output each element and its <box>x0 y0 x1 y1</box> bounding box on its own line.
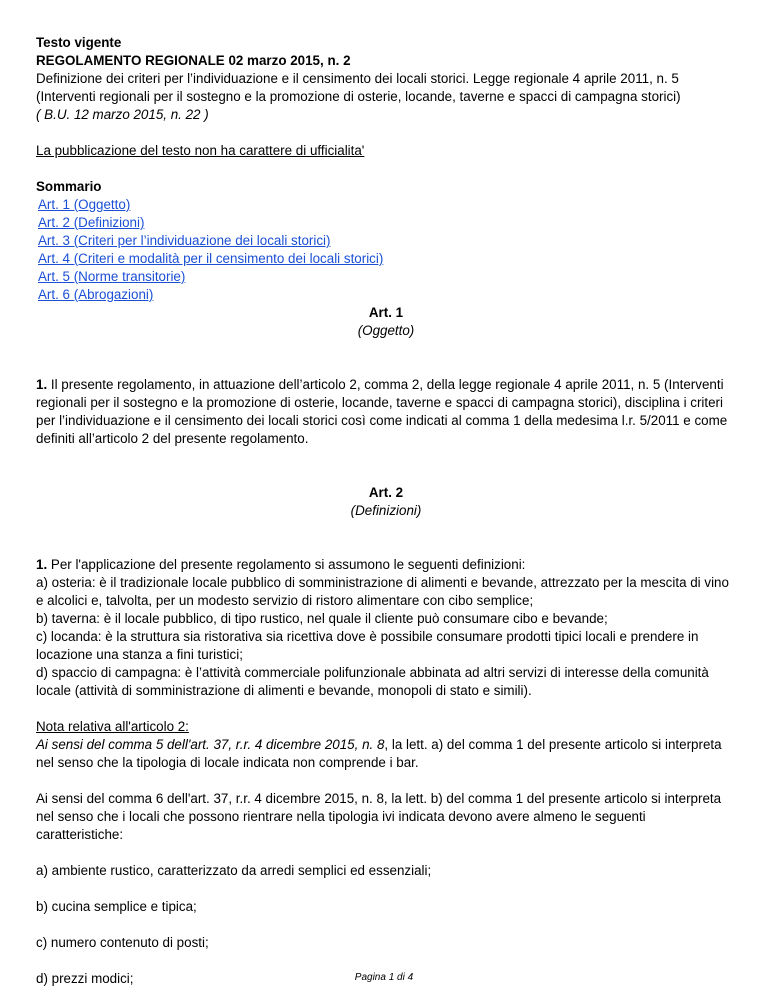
art-2-number: 1. <box>36 557 48 572</box>
note-paragraph-2: Ai sensi del comma 6 dell'art. 37, r.r. 4 dicembre 2015, n. 8, la lett. b) del comma 1 del presente articolo si interpreta nel senso che i locali che possono rientrare nella tipologia ivi indicata devono avere almeno le seguenti caratteristiche: <box>36 791 722 842</box>
art-1-number: 1. <box>36 377 48 392</box>
art-2-def-d: d) spaccio di campagna: è l’attività commerciale polifunzionale abbinata ad altri servizi di interesse della comunità locale (attività di somministrazione di alimenti e bevande, monopoli di stato e simili). <box>36 665 709 698</box>
art-2-def-a: a) osteria: è il tradizionale locale pubblico di somministrazione di alimenti e bevande, attrezzato per la mescita di vino e alcolici e, talvolta, per un modesto servizio di ristoro alimentare con cibo semplice; <box>36 575 729 608</box>
note-heading: Nota relativa all'articolo 2: <box>36 719 189 734</box>
note-item-d: d) prezzi modici; <box>36 971 134 986</box>
bulletin-reference: ( B.U. 12 marzo 2015, n. 22 ) <box>36 107 209 122</box>
toc-link-art-5[interactable]: Art. 5 (Norme transitorie) <box>38 269 186 284</box>
document-page <box>36 34 736 1006</box>
art-2-subtitle: (Definizioni) <box>350 503 422 518</box>
toc-link-art-4[interactable]: Art. 4 (Criteri e modalità per il censimento dei locali storici) <box>38 251 384 266</box>
toc-link-art-2[interactable]: Art. 2 (Definizioni) <box>38 215 145 230</box>
art-1-title: Art. 1 <box>368 305 404 320</box>
note-paragraph-1 <box>36 736 736 772</box>
art-1-subtitle: (Oggetto) <box>357 323 415 338</box>
page-number: Pagina 1 di 4 <box>354 972 414 983</box>
art-2-title: Art. 2 <box>368 485 404 500</box>
art-2-intro <box>36 556 736 574</box>
regulation-title: REGOLAMENTO REGIONALE 02 marzo 2015, n. 2 <box>36 53 351 68</box>
note-reference: Ai sensi del comma 5 dell'art. 37, r.r. 4 dicembre 2015, n. 8 <box>36 737 385 752</box>
toc-link-art-6[interactable]: Art. 6 (Abrogazioni) <box>38 287 154 302</box>
toc-link-art-3[interactable]: Art. 3 (Criteri per l’individuazione dei locali storici) <box>38 233 331 248</box>
art-1-text: Il presente regolamento, in attuazione dell’articolo 2, comma 2, della legge regionale 4 aprile 2011, n. 5 (Interventi regionali per il sostegno e la promozione di osterie, locande, taverne e spacci di campagna storici), disciplina i criteri per l’individuazione e il censimento dei locali storici così come indicati al comma 1 della medesima l.r. 5/2011 e come definiti all’articolo 2 del presente regolamento. <box>36 377 728 446</box>
regulation-description: Definizione dei criteri per l’individuazione e il censimento dei locali storici. Legge regionale 4 aprile 2011, n. 5 (Interventi regionali per il sostegno e la promozione di osterie, locande, taverne e spacci di campagna storici) <box>36 71 681 104</box>
toc-heading: Sommario <box>36 179 102 194</box>
art-2-intro-text: Per l'applicazione del presente regolamento si assumono le seguenti definizioni: <box>47 557 526 572</box>
art-2-def-b: b) taverna: è il locale pubblico, di tipo rustico, nel quale il cliente può consumare cibo e bevande; <box>36 611 608 626</box>
art-1-paragraph <box>36 376 736 448</box>
table-of-contents <box>36 178 736 304</box>
toc-link-art-1[interactable]: Art. 1 (Oggetto) <box>38 197 131 212</box>
note-paragraph-1-text: , la lett. a) del comma 1 del presente articolo si interpreta nel senso che la tipologia di locale indicata non comprende i bar. <box>36 737 722 770</box>
status-label: Testo vigente <box>36 35 122 50</box>
disclaimer: La pubblicazione del testo non ha carattere di ufficialita' <box>36 143 365 158</box>
note-item-a: a) ambiente rustico, caratterizzato da arredi semplici ed essenziali; <box>36 863 432 878</box>
note-item-b: b) cucina semplice e tipica; <box>36 899 197 914</box>
art-2-def-c: c) locanda: è la struttura sia ristorativa sia ricettiva dove è possibile consumare prodotti tipici locali e prendere in locazione una stanza a fini turistici; <box>36 629 699 662</box>
note-item-c: c) numero contenuto di posti; <box>36 935 209 950</box>
